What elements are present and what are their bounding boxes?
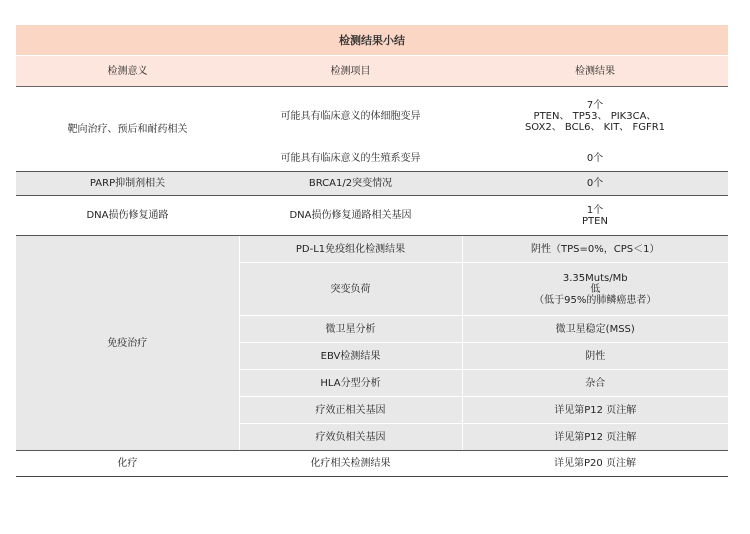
table-row [16,196,728,236]
item-msi: 微卫星分析 [239,316,462,343]
item-germline: 可能具有临床意义的生殖系变异 [239,146,462,172]
result-positive-genes: 详见第P12 页注解 [462,397,728,424]
item-positive-genes: 疗效正相关基因 [239,397,462,424]
header-significance: 检测意义 [16,56,239,87]
item-tmb: 突变负荷 [239,263,462,316]
result-ebv: 阴性 [462,343,728,370]
item-negative-genes: 疗效负相关基因 [239,424,462,451]
item-brca: BRCA1/2突变情况 [239,172,462,196]
item-hla: HLA分型分析 [239,370,462,397]
category-parp: PARP抑制剂相关 [16,172,239,196]
result-hla: 杂合 [462,370,728,397]
category-immuno: 免疫治疗 [16,236,239,451]
header-result: 检测结果 [462,56,728,87]
result-somatic: 7个 PTEN、 TP53、 PIK3CA、 SOX2、 BCL6、 KIT、 FGFR1 [462,87,728,146]
category-targeted: 靶向治疗、预后和耐药相关 [16,87,239,172]
result-msi: 微卫星稳定(MSS) [462,316,728,343]
item-pdl1: PD-L1免疫组化检测结果 [239,236,462,263]
result-brca: 0个 [462,172,728,196]
table-title: 检测结果小结 [16,25,728,55]
category-dna: DNA损伤修复通路 [16,196,239,236]
category-chemo: 化疗 [16,451,239,477]
results-summary-table [16,56,728,477]
item-somatic: 可能具有临床意义的体细胞变异 [239,87,462,146]
result-negative-genes: 详见第P12 页注解 [462,424,728,451]
result-germline: 0个 [462,146,728,172]
header-row [16,56,728,87]
table-row [16,236,728,263]
item-ebv: EBV检测结果 [239,343,462,370]
result-pdl1: 阴性（TPS=0%，CPS＜1） [462,236,728,263]
table-row [16,87,728,146]
result-tmb: 3.35Muts/Mb 低 （低于95%的肺鳞癌患者） [462,263,728,316]
result-chemo: 详见第P20 页注解 [462,451,728,477]
header-item: 检测项目 [239,56,462,87]
result-dna: 1个 PTEN [462,196,728,236]
item-chemo: 化疗相关检测结果 [239,451,462,477]
item-dna: DNA损伤修复通路相关基因 [239,196,462,236]
table-row [16,172,728,196]
table-row [16,451,728,477]
